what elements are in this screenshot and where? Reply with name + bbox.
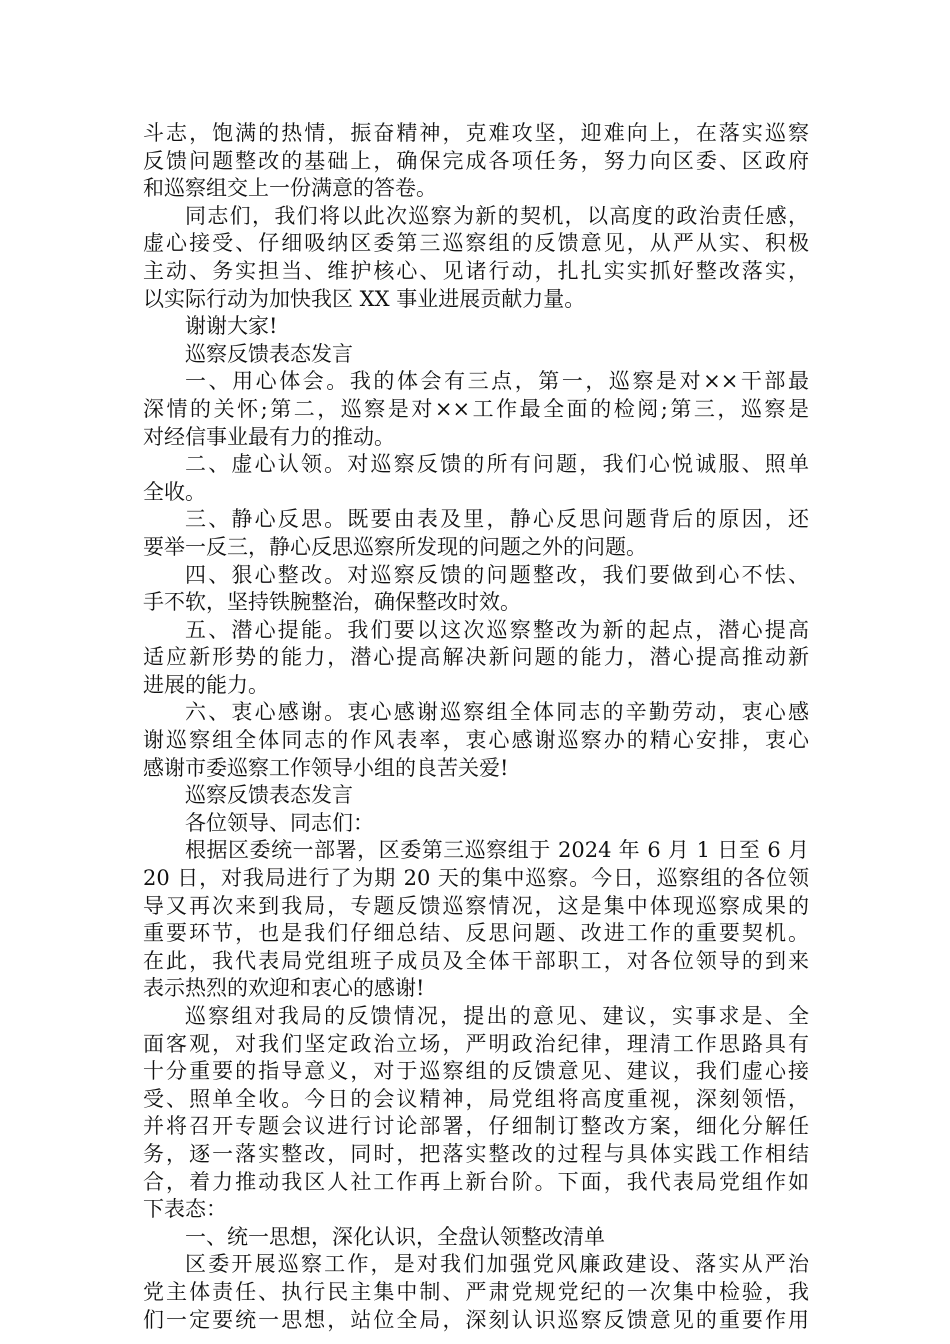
text-line: 四、狠心整改。对巡察反馈的问题整改，我们要做到心不怯、 xyxy=(185,562,809,587)
text-line: 巡察组对我局的反馈情况，提出的意见、建议，实事求是、全 xyxy=(185,1004,809,1028)
text-line: 20 日，对我局进行了为期 20 天的集中巡察。今日，巡察组的各位领 xyxy=(143,866,809,891)
text-line: 导又再次来到我局，专题反馈巡察情况，这是集中体现巡察成果的 xyxy=(143,893,809,918)
text-line: 谢谢大家! xyxy=(185,314,278,339)
text-line: 手不软，坚持铁腕整治，确保整改时效。 xyxy=(143,590,521,615)
text-line: 六、衷心感谢。衷心感谢巡察组全体同志的辛勤劳动，衷心感 xyxy=(185,700,809,725)
text-line: 五、潜心提能。我们要以这次巡察整改为新的起点，潜心提高 xyxy=(185,617,809,642)
text-line: 十分重要的指导意义，对于巡察组的反馈意见、建议，我们虚心接 xyxy=(143,1059,809,1084)
text-line: 一、统一思想，深化认识，全盘认领整改清单 xyxy=(185,1224,605,1249)
text-line: 合，着力推动我区人社工作再上新台阶。下面，我代表局党组作如 xyxy=(143,1169,809,1194)
text-line: 主动、务实担当、维护核心、见诸行动，扎扎实实抓好整改落实， xyxy=(143,258,809,283)
text-line: 巡察反馈表态发言 xyxy=(185,341,353,366)
text-line: 全收。 xyxy=(143,479,206,504)
text-line: 并将召开专题会议进行讨论部署，仔细制订整改方案，细化分解任 xyxy=(143,1114,809,1139)
text-line: 以实际行动为加快我区 XX 事业进展贡献力量。 xyxy=(143,286,586,311)
text-line: 在此，我代表局党组班子成员及全体干部职工，对各位领导的到来 xyxy=(143,948,809,973)
text-line: 反馈问题整改的基础上，确保完成各项任务，努力向区委、区政府 xyxy=(143,148,809,173)
text-line: 们一定要统一思想，站位全局，深刻认识巡察反馈意见的重要作用 xyxy=(143,1307,809,1332)
text-line: 斗志，饱满的热情，振奋精神，克难攻坚，迎难向上，在落实巡察 xyxy=(143,121,809,145)
text-line: 虚心接受、仔细吸纳区委第三巡察组的反馈意见，从严从实、积极 xyxy=(143,231,809,256)
text-line: 同志们，我们将以此次巡察为新的契机，以高度的政治责任感， xyxy=(185,203,809,228)
text-line: 表示热烈的欢迎和衷心的感谢! xyxy=(143,976,425,1001)
text-line: 各位领导、同志们： xyxy=(185,810,374,835)
text-line: 受、照单全收。今日的会议精神，局党组将高度重视，深刻领悟， xyxy=(143,1086,809,1111)
text-line: 三、静心反思。既要由表及里，静心反思问题背后的原因，还 xyxy=(185,507,809,532)
text-line: 根据区委统一部署，区委第三巡察组于 2024 年 6 月 1 日至 6 月 xyxy=(185,838,809,863)
text-line: 党主体责任、执行民主集中制、严肃党规党纪的一次集中检验，我 xyxy=(143,1279,809,1304)
text-line: 务，逐一落实整改，同时，把落实整改的过程与具体实践工作相结 xyxy=(143,1141,809,1166)
text-line: 区委开展巡察工作，是对我们加强党风廉政建设、落实从严治 xyxy=(185,1252,809,1277)
text-line: 二、虚心认领。对巡察反馈的所有问题，我们心悦诚服、照单 xyxy=(185,452,809,477)
document-body xyxy=(143,120,809,1334)
text-line: 和巡察组交上一份满意的答卷。 xyxy=(143,176,437,201)
text-line: 深情的关怀;第二，巡察是对××工作最全面的检阅;第三，巡察是 xyxy=(143,396,809,421)
text-line: 适应新形势的能力，潜心提高解决新问题的能力，潜心提高推动新 xyxy=(143,645,809,670)
text-line: 一、用心体会。我的体会有三点，第一，巡察是对××干部最 xyxy=(185,369,809,394)
text-line: 要举一反三，静心反思巡察所发现的问题之外的问题。 xyxy=(143,534,647,559)
text-line: 对经信事业最有力的推动。 xyxy=(143,424,395,449)
text-line: 感谢市委巡察工作领导小组的良苦关爱! xyxy=(143,755,509,780)
text-line: 下表态： xyxy=(143,1197,227,1222)
text-line: 谢巡察组全体同志的作风表率，衷心感谢巡察办的精心安排，衷心 xyxy=(143,728,809,753)
text-line: 面客观，对我们坚定政治立场，严明政治纪律，理清工作思路具有 xyxy=(143,1031,809,1056)
text-line: 进展的能力。 xyxy=(143,672,269,697)
text-line: 巡察反馈表态发言 xyxy=(185,783,353,808)
text-line: 重要环节，也是我们仔细总结、反思问题、改进工作的重要契机。 xyxy=(143,921,809,946)
